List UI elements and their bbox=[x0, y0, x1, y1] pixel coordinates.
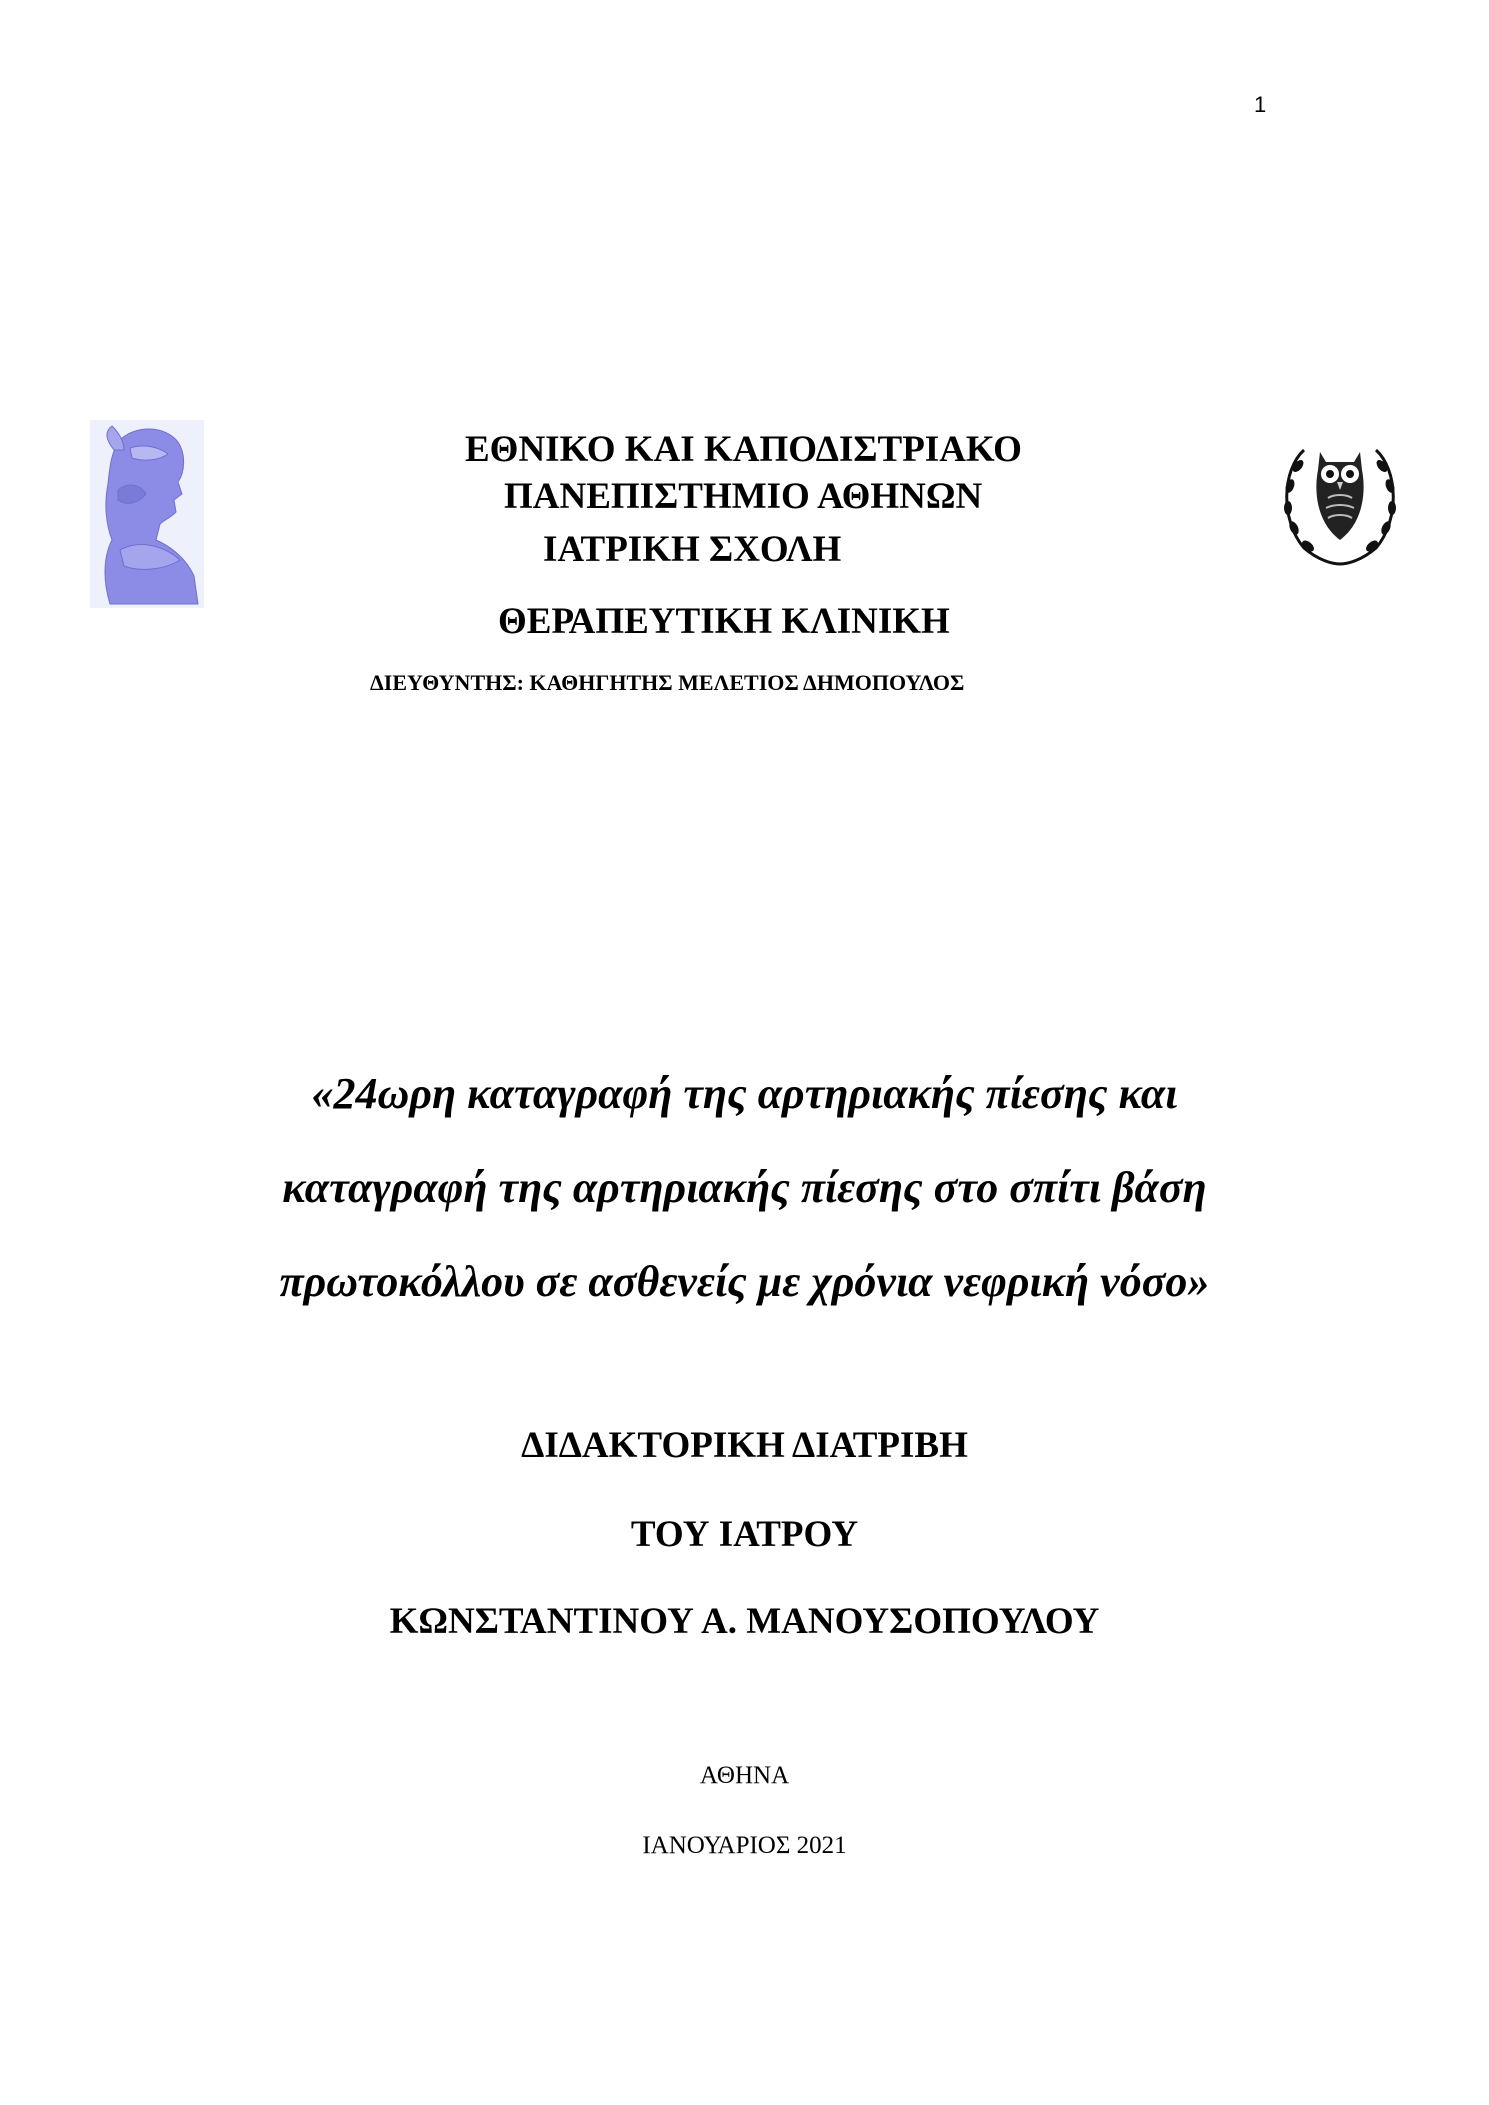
director-line: ΔΙΕΥΘΥΝΤΗΣ: ΚΑΘΗΓΗΤΗΣ ΜΕΛΕΤΙΟΣ ΔΗΜΟΠΟΥΛΟΣ bbox=[370, 670, 965, 695]
university-name-line2: ΠΑΝΕΠΙΣΤΗΜΙΟ ΑΘΗΝΩΝ bbox=[504, 476, 983, 517]
page-number: 1 bbox=[1254, 92, 1267, 117]
thesis-title-line1: «24ωρη καταγραφή της αρτηριακής πίεσης και bbox=[311, 1069, 1178, 1118]
city: ΑΘΗΝΑ bbox=[699, 1762, 790, 1789]
university-name-line1: ΕΘΝΙΚΟ ΚΑΙ ΚΑΠΟΔΙΣΤΡΙΑΚΟ bbox=[465, 429, 1022, 470]
thesis-author: ΚΩΝΣΤΑΝΤΙΝΟΥ Α. ΜΑΝΟΥΣΟΠΟΥΛΟΥ bbox=[389, 1601, 1100, 1642]
thesis-title-line3: πρωτοκόλλου σε ασθενείς με χρόνια νεφρική νόσο» bbox=[279, 1257, 1210, 1306]
school-name: ΙΑΤΡΙΚΗ ΣΧΟΛΗ bbox=[543, 529, 842, 570]
date: ΙΑΝΟΥΑΡΙΟΣ 2021 bbox=[642, 1832, 847, 1859]
thesis-of-line: ΤΟΥ ΙΑΤΡΟΥ bbox=[630, 1514, 859, 1555]
thesis-title bbox=[200, 1064, 1289, 1346]
thesis-title-line2: καταγραφή της αρτηριακής πίεσης στο σπίτι βάση bbox=[282, 1163, 1207, 1212]
thesis-type: ΔΙΔΑΚΤΟΡΙΚΗ ΔΙΑΤΡΙΒΗ bbox=[521, 1425, 968, 1466]
clinic-name: ΘΕΡΑΠΕΥΤΙΚΗ ΚΛΙΝΙΚΗ bbox=[498, 601, 950, 642]
owl-laurel-seal-icon bbox=[1274, 430, 1406, 570]
athena-head-icon bbox=[90, 420, 204, 608]
